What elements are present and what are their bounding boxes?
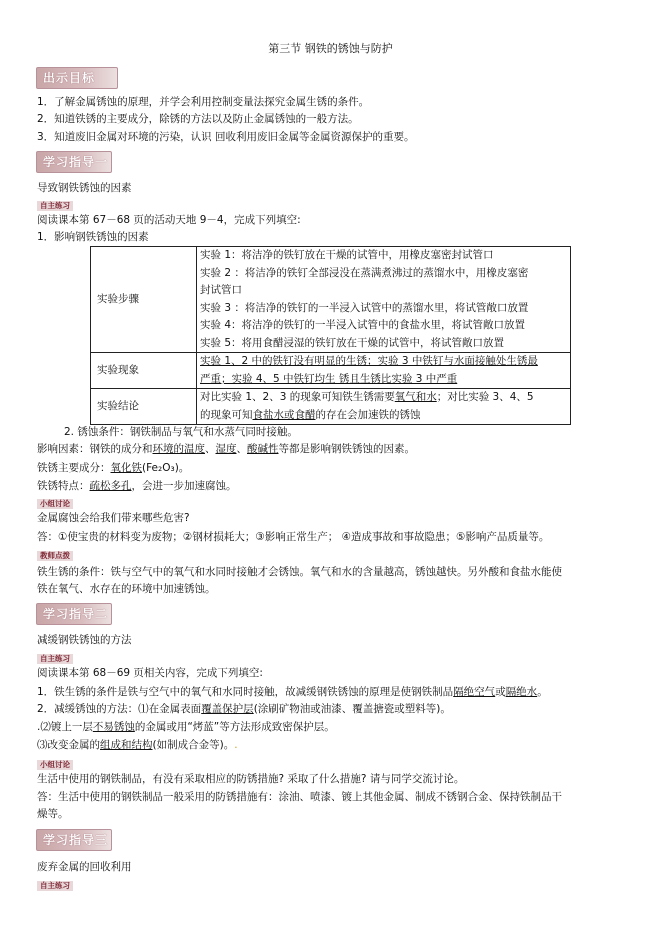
answer-underlined: 环境的温度 — [152, 443, 205, 455]
objective-item: 3．知道废旧金属对环境的污染，认识 回收利用废旧金属等金属资源保护的重要。 — [37, 131, 415, 143]
step-line: 实验 5：将用食醋浸湿的铁钉放在干燥的试管中，将试管敞口放置 — [200, 336, 505, 349]
phenomena-line: 严重；实验 4、5 中铁钉均生 锈且生锈比实验 3 中严重 — [200, 372, 458, 385]
step-line: 封试管口 — [200, 284, 242, 296]
method-line-3 — [37, 721, 335, 734]
item-heading: 1．影响钢铁锈蚀的因素 — [37, 231, 149, 243]
section-heading: 废弃金属的回收利用 — [37, 861, 132, 873]
conclusion-text: 的现象可知 — [200, 408, 253, 421]
text: (如制成合金等)。 — [152, 739, 235, 751]
answer-underlined: 隔绝空气 — [453, 686, 496, 698]
text: 影响因素：钢铁的成分和 — [37, 443, 153, 455]
answer-underlined: 隔绝水 — [505, 686, 538, 698]
text: 铁锈特点： — [37, 480, 90, 492]
conclusion-label: 实验结论 — [91, 389, 197, 425]
reading-instruction: 阅读课本第 68－69 页相关内容，完成下列填空: — [37, 667, 263, 679]
rust-condition: 2. 锈蚀条件：钢铁制品与氧气和水蒸气同时接触。 — [64, 426, 298, 438]
discussion-answer: 答：①使宝贵的材料变为废物；②钢材损耗大；③影响正常生产； ④造成事故和事故隐患；⑤影响产品质量等。 — [37, 531, 550, 543]
banner-guide-3-label: 学习指导三 — [43, 833, 109, 847]
banner-objectives — [36, 67, 118, 89]
discussion-answer-line: 燥等。 — [37, 808, 69, 820]
text: 、 — [236, 443, 247, 455]
text: (涂刷矿物油或油漆、覆盖搪瓷或塑料等)。 — [253, 703, 451, 715]
section-heading: 导致钢铁锈蚀的因素 — [37, 182, 132, 194]
rust-composition — [37, 462, 189, 475]
stray-dot: . — [234, 739, 238, 751]
text: 2．减缓锈蚀的方法：⑴在金属表面 — [37, 703, 202, 715]
step-line: 实验 1：将洁净的铁钉放在干燥的试管中，用橡皮塞密封试管口 — [200, 249, 494, 261]
conclusion-answer: 食盐水或食醋 — [252, 408, 316, 421]
answer-underlined: 酸碱性 — [247, 443, 279, 455]
answer-underlined: 组成和结构 — [100, 739, 153, 751]
banner-guide-1 — [36, 151, 112, 173]
conclusion-text: ；对比实验 3、4、5 — [436, 391, 534, 403]
text: .⑵镀上一层 — [37, 721, 93, 733]
method-line-4 — [37, 739, 238, 752]
table-row — [91, 353, 571, 389]
conclusion-line-2 — [200, 407, 567, 425]
text: ，会进一步加速腐蚀。 — [131, 480, 237, 492]
discussion-answer-line: 答：生活中使用的钢铁制品一般采用的防锈措施有：涂油、喷漆、镀上其他金属、制成不锈钢合金、保持铁制品干 — [37, 791, 562, 803]
banner-objectives-label: 出示目标 — [43, 71, 96, 85]
answer-underlined: 湿度 — [215, 443, 237, 455]
text: 1．铁生锈的条件是铁与空气中的氧气和水同时接触，故减缓钢铁锈蚀的原理是使钢铁制品 — [37, 686, 454, 698]
text: 。 — [537, 686, 548, 698]
page-title: 第三节 钢铁的锈蚀与防护 — [268, 42, 393, 55]
tag-teacher-tip: 教师点拨 — [37, 551, 73, 561]
table-row — [91, 247, 571, 353]
text: ⑶改变金属的 — [37, 739, 100, 751]
teacher-tip-line: 铁在氧气、水存在的环境中加速锈蚀。 — [37, 583, 216, 595]
text: 等都是影响钢铁锈蚀的因素。 — [278, 443, 415, 455]
tag-self-study: 自主练习 — [37, 881, 73, 891]
method-line-1 — [37, 686, 548, 699]
discussion-question: 金属腐蚀会给我们带来哪些危害? — [37, 512, 190, 524]
answer-underlined: 覆盖保护层 — [201, 703, 254, 715]
phenomena-label: 实验现象 — [91, 353, 197, 389]
conclusion-text: 的存在会加速铁的锈蚀 — [315, 408, 421, 421]
phenomena-cell — [197, 353, 571, 389]
step-line: 实验 3 ：将洁净的铁钉的一半浸入试管中的蒸馏水里，将试管敞口放置 — [200, 301, 529, 314]
experiment-table — [90, 246, 571, 425]
conclusion-text: 对比实验 1、2、3 的现象可知铁生锈需要 — [200, 391, 395, 403]
text: 或 — [495, 686, 506, 698]
answer-underlined: 不易锈蚀 — [92, 721, 135, 733]
answer-underlined: 疏松多孔 — [89, 480, 132, 492]
banner-guide-2-label: 学习指导二 — [43, 607, 109, 621]
banner-guide-2 — [36, 603, 112, 625]
reading-instruction: 阅读课本第 67－68 页的活动天地 9－4，完成下列填空: — [37, 214, 301, 226]
rust-factors — [37, 443, 415, 456]
text: (Fe₂O₃)。 — [142, 462, 190, 474]
discussion-question: 生活中使用的钢铁制品，有没有采取相应的防锈措施? 采取了什么措施? 请与同学交流讨论。 — [37, 773, 465, 785]
conclusion-line-1 — [200, 389, 567, 407]
tag-self-study: 自主练习 — [37, 654, 73, 664]
tag-self-study: 自主练习 — [37, 201, 73, 211]
text: 的金属或用“烤蓝”等方法形成致密保护层。 — [134, 721, 335, 733]
table-row — [91, 389, 571, 425]
banner-guide-3 — [36, 829, 112, 851]
rust-features — [37, 480, 237, 493]
teacher-tip-line: 铁生锈的条件：铁与空气中的氧气和水同时接触才会锈蚀。氧气和水的含量越高，锈蚀越快。另外酸和食盐水能使 — [37, 566, 562, 578]
step-line: 实验 2 ：将洁净的铁钉全部浸没在蒸满煮沸过的蒸馏水中，用橡皮塞密 — [200, 266, 529, 279]
conclusion-answer: 氧气和水 — [394, 391, 437, 403]
tag-discussion: 小组讨论 — [37, 499, 73, 509]
tag-discussion: 小组讨论 — [37, 760, 73, 770]
conclusion-cell — [197, 389, 571, 425]
step-line: 实验 4：将洁净的铁钉的一半浸入试管中的食盐水里，将试管敞口放置 — [200, 319, 526, 331]
steps-cell — [197, 247, 571, 353]
section-heading: 减缓钢铁锈蚀的方法 — [37, 634, 132, 646]
banner-guide-1-label: 学习指导一 — [43, 155, 109, 169]
answer-underlined: 氧化铁 — [110, 462, 142, 474]
text: 铁锈主要成分： — [37, 462, 111, 474]
objective-item: 1．了解金属锈蚀的原理，并学会利用控制变量法探究金属生锈的条件。 — [37, 96, 370, 108]
method-line-2 — [37, 703, 451, 716]
steps-label: 实验步骤 — [91, 247, 197, 353]
objective-item: 2．知道铁锈的主要成分，除锈的方法以及防止金属锈蚀的一般方法。 — [37, 113, 359, 125]
phenomena-line: 实验 1、2 中的铁钉没有明显的生锈；实验 3 中铁钉与水面接触处生锈最 — [200, 355, 538, 367]
text: 、 — [205, 443, 216, 455]
